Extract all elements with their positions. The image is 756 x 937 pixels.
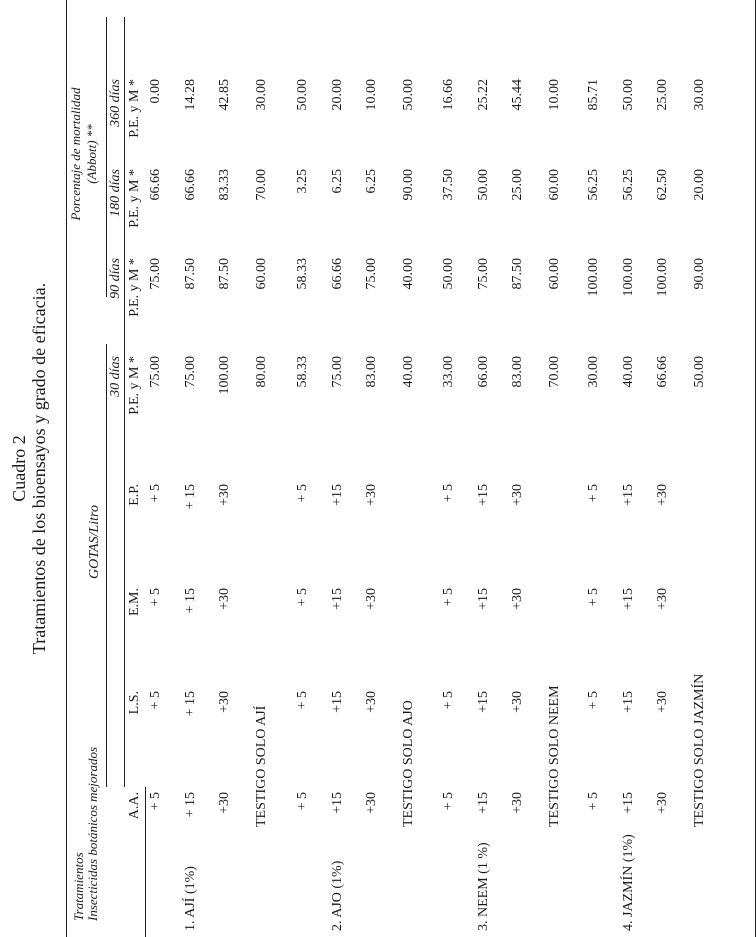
table-cell: +30 — [364, 792, 379, 814]
table-cell: 50.00 — [620, 79, 636, 111]
testigo-label-2: TESTIGO SOLO NEEM — [546, 685, 562, 827]
table-number: Cuadro 2 — [9, 435, 29, 502]
table-cell: 40.00 — [400, 356, 416, 388]
table-cell: + 15 — [182, 588, 198, 614]
group-name-3: 4. JAZMÍN (1%) — [620, 834, 636, 931]
column-header-5: P.E. y M * — [127, 258, 142, 317]
table-cell: 56.25 — [586, 169, 601, 201]
table-cell: +30 — [655, 792, 670, 814]
table-cell: + 5 — [295, 484, 310, 503]
table-cell: 37.50 — [441, 169, 456, 201]
column-header-7: P.E. y M * — [127, 79, 142, 138]
group-name-0: 1. AJÍ (1%) — [182, 866, 198, 931]
table-cell: 42.85 — [217, 79, 232, 111]
table-cell: 25.00 — [655, 79, 670, 111]
table-cell: + 15 — [182, 484, 198, 510]
table-cell: 0.00 — [148, 79, 163, 104]
table-cell: +15 — [329, 792, 345, 814]
table-cell: + 15 — [182, 691, 198, 717]
column-header-2: E.M. — [127, 588, 142, 616]
table-cell: 100.00 — [620, 258, 636, 297]
table-cell: 50.00 — [400, 79, 416, 111]
table-cell: 90.00 — [691, 258, 707, 290]
table-cell: +30 — [510, 484, 525, 506]
column-header-4: P.E. y M * — [127, 356, 142, 415]
table-cell: + 5 — [586, 588, 601, 607]
table-cell: 20.00 — [329, 79, 345, 111]
testigo-label-3: TESTIGO SOLO JAZMÍN — [691, 673, 707, 827]
table-cell: + 5 — [441, 484, 456, 503]
table-cell: 62.50 — [655, 169, 670, 201]
table-title: Tratamientos de los bioensayos y grado de eficacia. — [29, 282, 49, 655]
table-cell: + 5 — [148, 588, 163, 607]
table-cell: + 5 — [586, 484, 601, 503]
table-cell: +30 — [217, 588, 232, 610]
header-mortalidad-abbott: (Abbott) ** — [84, 124, 99, 184]
table-cell: + 5 — [148, 691, 163, 710]
table-cell: +15 — [329, 691, 345, 713]
table-cell: 66.66 — [148, 169, 163, 201]
day-header-2: 180 días — [108, 169, 123, 217]
table-cell: 100.00 — [217, 356, 232, 395]
table-cell: +30 — [655, 588, 670, 610]
table-cell: 60.00 — [546, 169, 562, 201]
testigo-label-0: TESTIGO SOLO AJÍ — [253, 705, 269, 827]
day-header-1: 90 días — [108, 258, 123, 299]
table-cell: + 5 — [441, 691, 456, 710]
table-cell: +30 — [510, 588, 525, 610]
header-tratamientos: Tratamientos — [71, 852, 86, 921]
table-cell: +30 — [217, 691, 232, 713]
day-header-3: 360 días — [108, 79, 123, 127]
table-cell: 10.00 — [364, 79, 379, 111]
header-gotas: GOTAS/Litro — [87, 505, 102, 579]
table-cell: 6.25 — [329, 169, 345, 194]
table-cell: +15 — [620, 484, 636, 506]
table-cell: +15 — [620, 691, 636, 713]
table-cell: + 5 — [295, 691, 310, 710]
table-cell: 30.00 — [691, 79, 707, 111]
table-cell: 50.00 — [475, 169, 491, 201]
testigo-label-1: TESTIGO SOLO AJO — [400, 700, 416, 827]
table-cell: 83.00 — [364, 356, 379, 388]
table-cell: 14.28 — [182, 79, 198, 111]
table-cell: 66.00 — [475, 356, 491, 388]
table-cell: 75.00 — [475, 258, 491, 290]
table-cell: 40.00 — [400, 258, 416, 290]
table-cell: 60.00 — [546, 258, 562, 290]
table-cell: + 15 — [182, 792, 198, 818]
table-cell: 50.00 — [295, 79, 310, 111]
table-cell: +15 — [620, 792, 636, 814]
table-cell: + 5 — [586, 691, 601, 710]
table-cell: 100.00 — [655, 258, 670, 297]
header-rule-left — [145, 787, 146, 937]
table-cell: 60.00 — [253, 258, 269, 290]
table-cell: 20.00 — [691, 169, 707, 201]
table-cell: 70.00 — [253, 169, 269, 201]
table-cell: + 5 — [441, 792, 456, 811]
table-cell: 85.71 — [586, 79, 601, 111]
table-cell: + 5 — [295, 588, 310, 607]
column-header-6: P.E. y M * — [127, 169, 142, 228]
table-cell: 56.25 — [620, 169, 636, 201]
column-header-0: A.A. — [127, 792, 142, 820]
day-header-0: 30 días — [108, 356, 123, 397]
table-cell: 10.00 — [546, 79, 562, 111]
table-cell: 75.00 — [364, 258, 379, 290]
table-cell: + 5 — [586, 792, 601, 811]
table-cell: 66.66 — [329, 258, 345, 290]
table-cell: 75.00 — [148, 356, 163, 388]
table-cell: +15 — [329, 484, 345, 506]
table-cell: 40.00 — [620, 356, 636, 388]
mortalidad-rule — [106, 17, 107, 297]
column-header-3: E.P. — [127, 484, 142, 506]
table-cell: 33.00 — [441, 356, 456, 388]
header-rule — [124, 17, 125, 787]
table-cell: + 5 — [295, 792, 310, 811]
table-cell: 90.00 — [400, 169, 416, 201]
table-cell: 58.33 — [295, 356, 310, 388]
table-cell: +15 — [475, 588, 491, 610]
table-cell: 3.25 — [295, 169, 310, 194]
header-subtitle: Insecticidas botánicos mejorados — [85, 746, 100, 921]
table-cell: 83.00 — [510, 356, 525, 388]
group-name-2: 3. NEEM (1 %) — [475, 842, 491, 931]
gotas-rule — [106, 344, 107, 787]
table-cell: 87.50 — [217, 258, 232, 290]
table-cell: +15 — [475, 691, 491, 713]
table-cell: +30 — [510, 792, 525, 814]
table-cell: 25.00 — [510, 169, 525, 201]
table-cell: + 5 — [441, 588, 456, 607]
table-cell: +30 — [364, 588, 379, 610]
header-mortalidad: Porcentaje de mortalidad — [68, 87, 83, 221]
table-cell: 45.44 — [510, 79, 525, 111]
table-cell: +30 — [364, 691, 379, 713]
table-cell: 6.25 — [364, 169, 379, 194]
table-cell: +15 — [475, 484, 491, 506]
table-cell: +30 — [217, 792, 232, 814]
table-cell: + 5 — [148, 484, 163, 503]
table-cell: +30 — [364, 484, 379, 506]
table-cell: +15 — [620, 588, 636, 610]
table-cell: +15 — [329, 588, 345, 610]
table-cell: 70.00 — [546, 356, 562, 388]
column-header-1: L.S. — [127, 691, 142, 715]
table-cell: 58.33 — [295, 258, 310, 290]
table-cell: 100.00 — [586, 258, 601, 297]
table-cell: 30.00 — [586, 356, 601, 388]
table-cell: +30 — [655, 484, 670, 506]
table-cell: 75.00 — [148, 258, 163, 290]
table-cell: 25.22 — [475, 79, 491, 111]
table-cell: 75.00 — [182, 356, 198, 388]
table-cell: 83.33 — [217, 169, 232, 201]
table-cell: 80.00 — [253, 356, 269, 388]
table-cell: 30.00 — [253, 79, 269, 111]
table-cell: 50.00 — [441, 258, 456, 290]
table-cell: 75.00 — [329, 356, 345, 388]
table-cell: 16.66 — [441, 79, 456, 111]
table-cell: +30 — [217, 484, 232, 506]
table-cell: 50.00 — [691, 356, 707, 388]
table-cell: 66.66 — [182, 169, 198, 201]
table-cell: +30 — [510, 691, 525, 713]
table-cell: 66.66 — [655, 356, 670, 388]
table-cell: 87.50 — [510, 258, 525, 290]
table-cell: +30 — [655, 691, 670, 713]
group-name-1: 2. AJO (1%) — [329, 860, 345, 931]
table-cell: 87.50 — [182, 258, 198, 290]
table-cell: + 5 — [148, 792, 163, 811]
table-cell: +15 — [475, 792, 491, 814]
